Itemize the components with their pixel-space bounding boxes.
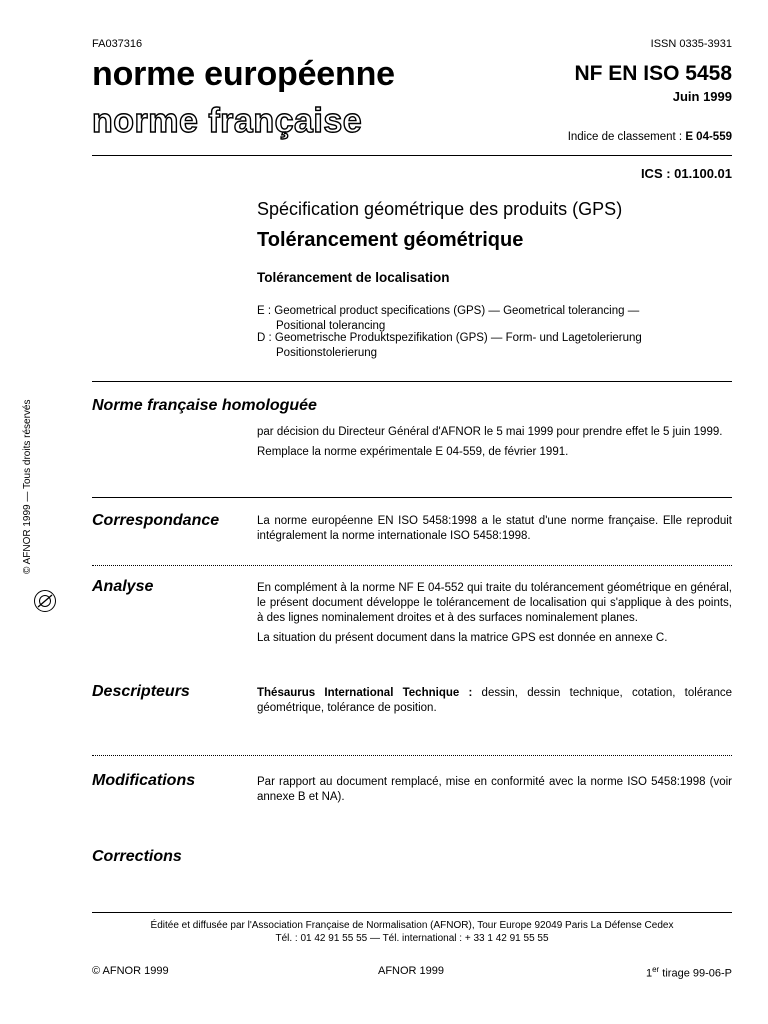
homologuee-paragraph-2: Remplace la norme expérimentale E 04-559, de février 1991. [257,446,569,458]
section-rule [92,497,732,498]
descripteurs-list: dessin, dessin technique, cotation, tolérance géométrique, tolérance de position. [257,687,732,714]
document-id: FA037316 [92,38,143,50]
descripteurs-paragraph [257,686,732,716]
english-title [257,304,732,333]
correspondance-paragraph: La norme européenne EN ISO 5458:1998 a le statut d'une norme française. Elle reproduit intégralement la norme internationale ISO 5458:1998. [257,515,732,542]
title-rule [92,381,732,382]
analyse-paragraph-2: La situation du présent document dans la matrice GPS est donnée en annexe C. [257,632,668,644]
print-run-superscript: er [652,965,660,974]
footer-copyright: © AFNOR 1999 [92,965,169,977]
header-rule [92,155,732,156]
publisher-address: Éditée et diffusée par l'Association Française de Normalisation (AFNOR), Tour Europe 92049 Paris La Défense Cedex [150,920,674,931]
sidebar-copyright: © AFNOR 1999 — Tous droits réservés [22,399,33,574]
section-title-corrections: Corrections [92,848,182,865]
english-line2: Positional tolerancing [276,319,386,332]
title-norme-francaise: norme française [92,102,363,140]
modifications-paragraph: Par rapport au document remplacé, mise en conformité avec la norme ISO 5458:1998 (voir annexe B et NA). [257,776,732,803]
publisher-info [92,919,732,945]
english-line1: Geometrical product specifications (GPS) — Geometrical tolerancing — [274,305,640,317]
footer-rule [92,912,732,913]
footer-center-text: AFNOR 1999 [378,965,445,977]
section-body-analyse [257,581,732,651]
german-line1: Geometrische Produktspezifikation (GPS) — Form- und Lagetolerierung [274,332,642,344]
section-title-modifications: Modifications [92,772,196,789]
section-body-correspondance [257,514,732,549]
document-title: Tolérancement géométrique [257,229,524,251]
publisher-phone: Tél. : 01 42 91 55 55 — Tél. international : + 33 1 42 91 55 55 [275,933,549,944]
seal-graphic [35,591,55,611]
title-norme-europeenne: norme européenne [92,55,395,93]
ics-code: ICS : 01.100.01 [640,166,732,181]
analyse-paragraph-1: En complément à la norme NF E 04-552 qui traite du tolérancement géométrique en général, le présent document développe le tolérancement de localisation qui s'applique à des points, à des lignes nominalement droites et à des surfaces nominalement planes. [257,582,732,624]
german-title [257,331,732,360]
indice-classement [568,131,732,143]
german-prefix: D : [257,332,272,344]
section-body-descripteurs [257,686,732,721]
document-subtitle: Tolérancement de localisation [257,270,450,285]
section-title-homologuee: Norme française homologuée [92,397,317,414]
thesaurus-label: Thésaurus International Technique : [257,687,473,699]
section-title-analyse: Analyse [92,578,154,595]
standard-number: NF EN ISO 5458 [574,62,732,85]
german-line2: Positionstolerierung [276,346,378,359]
print-run [646,965,732,980]
section-rule-dotted [92,755,732,756]
english-prefix: E : [257,305,272,317]
section-body-modifications [257,775,732,810]
indice-value: E 04-559 [685,131,732,143]
section-rule-dotted [92,565,732,566]
homologuee-paragraph-1: par décision du Directeur Général d'AFNOR le 5 mai 1999 pour prendre effet le 5 juin 1999. [257,426,723,438]
indice-label: Indice de classement : [567,131,686,143]
section-title-correspondance: Correspondance [92,512,220,529]
issn: ISSN 0335-3931 [650,38,732,50]
section-title-descripteurs: Descripteurs [92,683,190,700]
publication-date: Juin 1999 [672,89,732,104]
afnor-seal-icon [34,590,56,612]
spec-heading: Spécification géométrique des produits (GPS) [257,199,623,219]
print-run-text: tirage 99-06-P [659,967,732,980]
print-run-number: 1 [645,967,653,980]
section-body-homologuee [257,425,732,465]
